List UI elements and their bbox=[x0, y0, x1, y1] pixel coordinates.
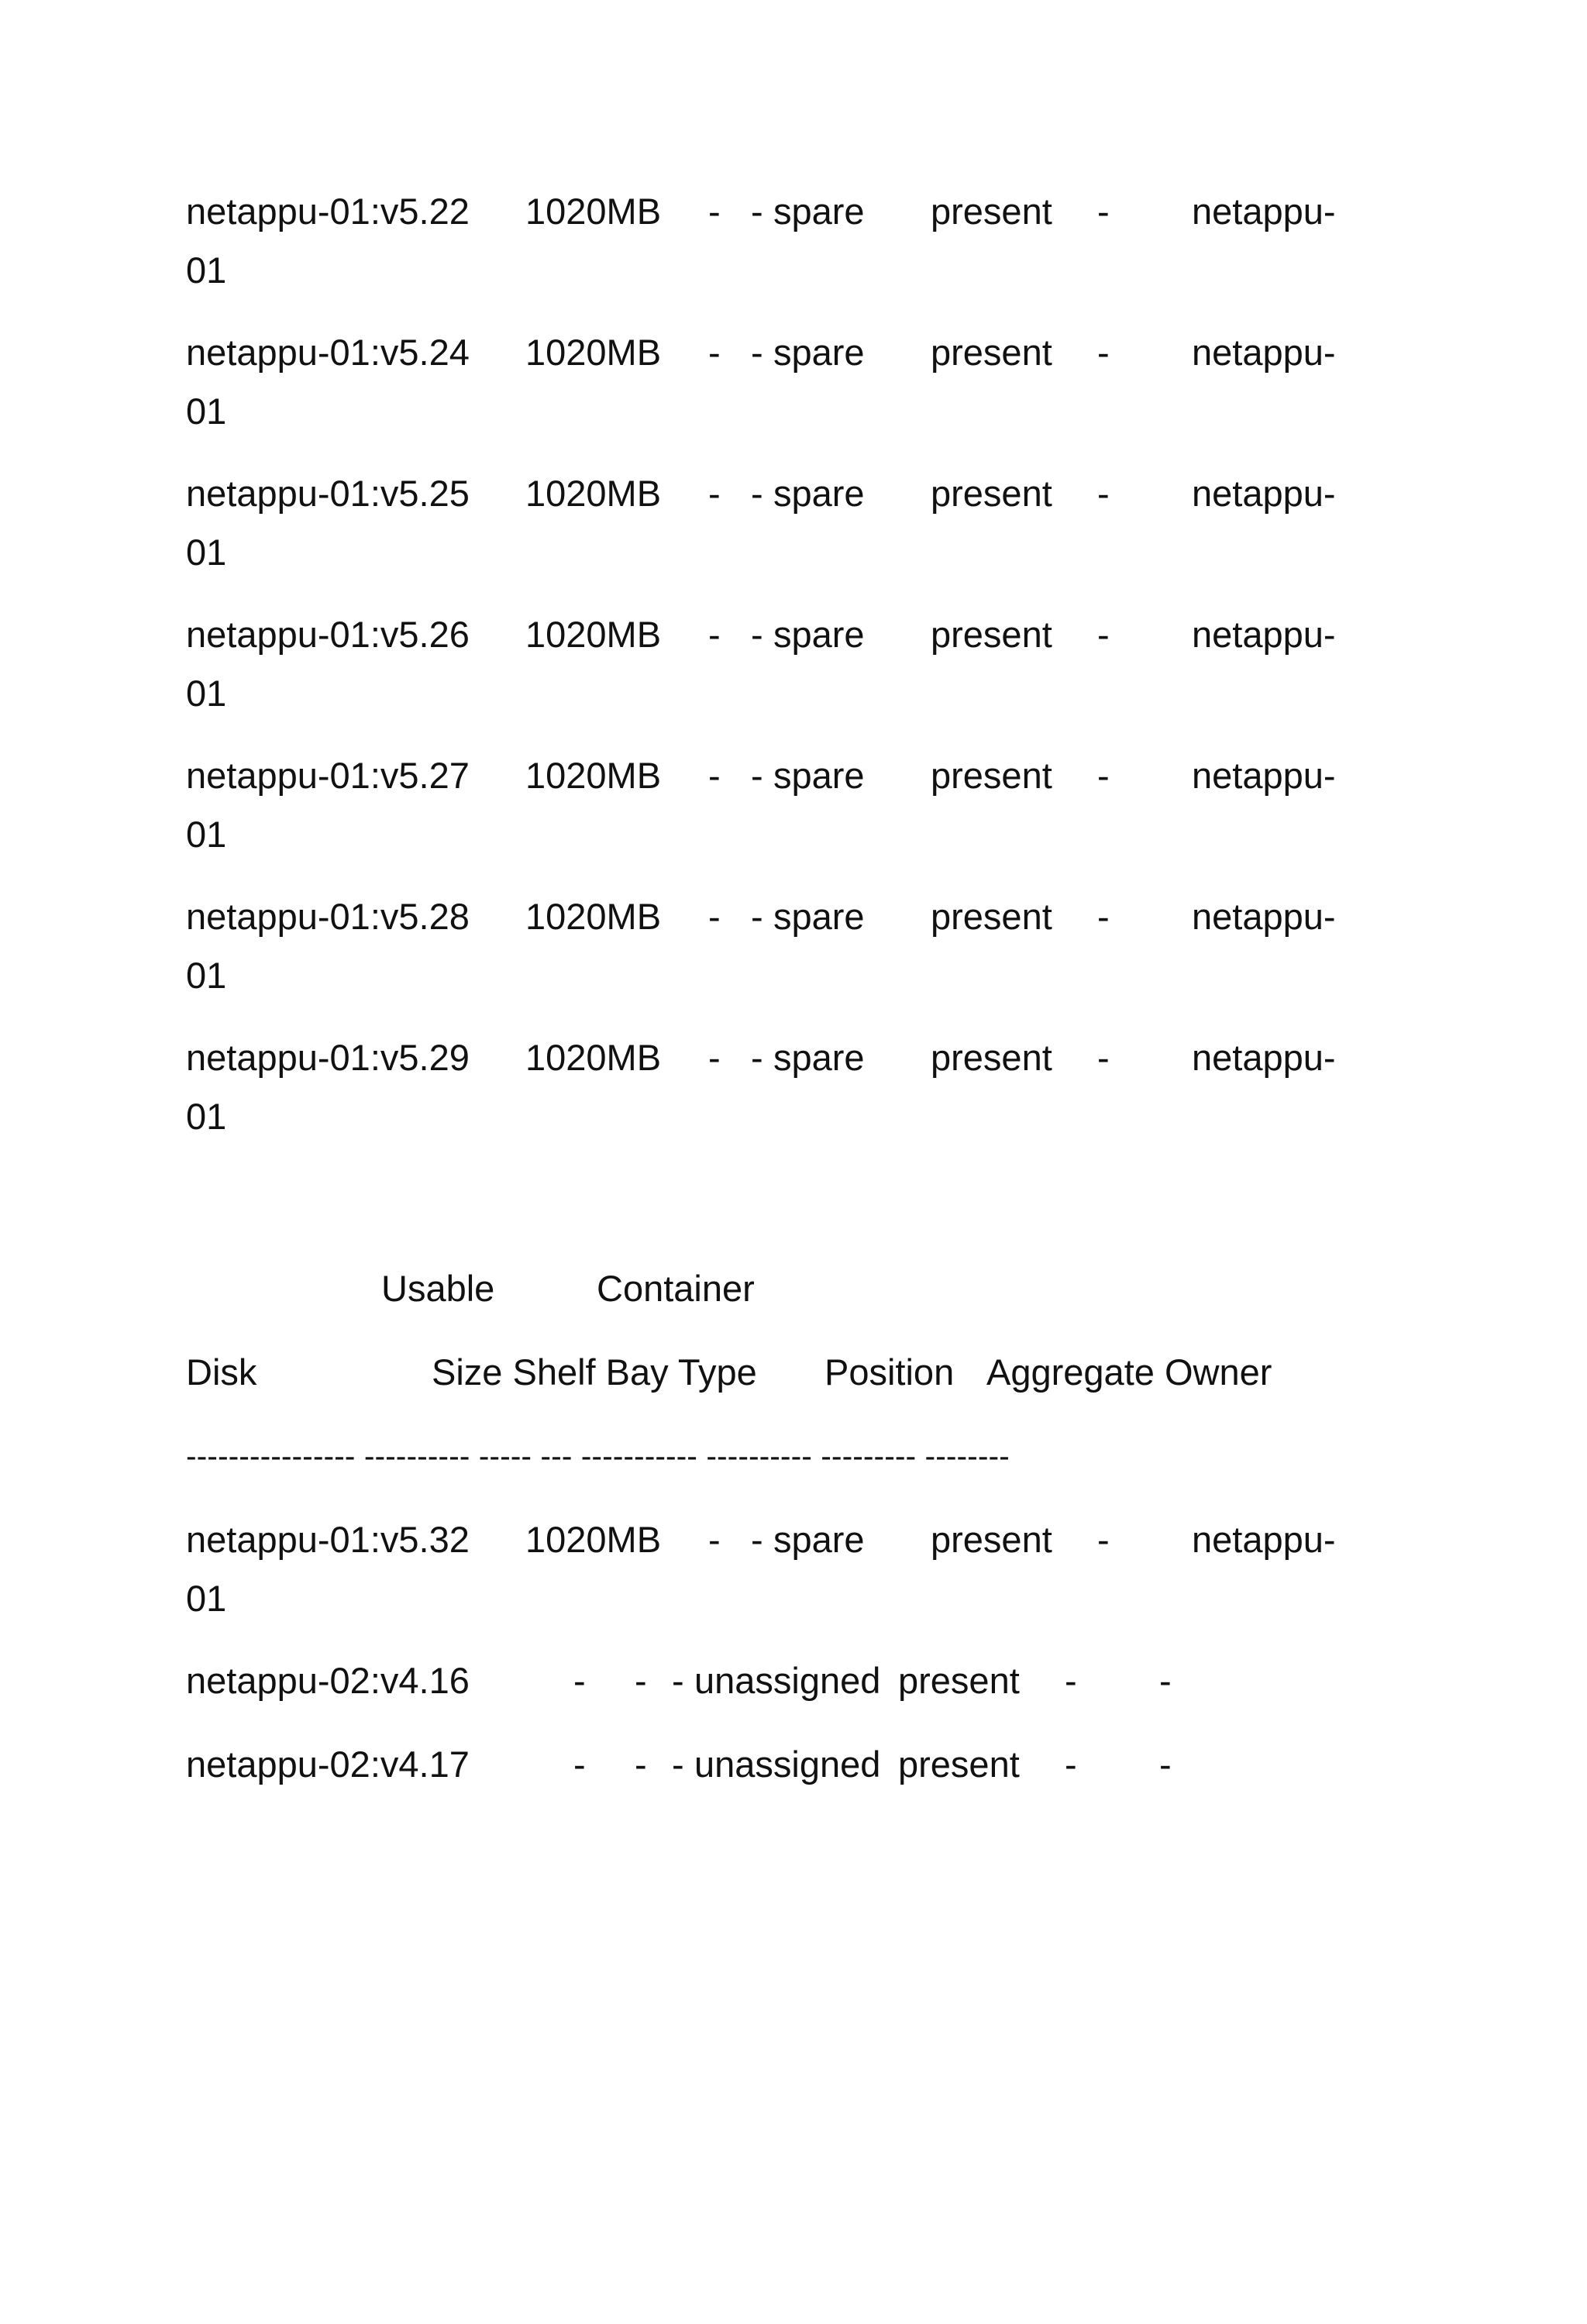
disk-owner: netappu- bbox=[1192, 755, 1336, 796]
disk-shelf: - bbox=[635, 1660, 647, 1701]
disk-name: netappu-02:v4.17 bbox=[186, 1744, 470, 1785]
disk-aggregate: - bbox=[1097, 1519, 1110, 1560]
disk-owner-continued: 01 bbox=[186, 1096, 227, 1137]
disk-aggregate: - bbox=[1065, 1660, 1077, 1701]
disk-size: 1020MB bbox=[525, 1519, 662, 1560]
disk-bay: - bbox=[751, 896, 763, 937]
disk-size: 1020MB bbox=[525, 191, 662, 232]
disk-owner-continued: 01 bbox=[186, 391, 227, 432]
table-header bbox=[186, 1343, 1410, 1402]
disk-owner: netappu- bbox=[1192, 332, 1336, 373]
disk-row bbox=[186, 1028, 1410, 1087]
disk-position: present bbox=[931, 614, 1052, 655]
disk-row bbox=[186, 182, 1410, 241]
disk-type: spare bbox=[773, 614, 865, 655]
disk-name: netappu-01:v5.25 bbox=[186, 473, 470, 514]
disk-type: spare bbox=[773, 332, 865, 373]
disk-aggregate: - bbox=[1097, 332, 1110, 373]
disk-aggregate: - bbox=[1065, 1744, 1077, 1785]
disk-row bbox=[186, 887, 1410, 946]
disk-bay: - bbox=[751, 191, 763, 232]
disk-owner-continued: 01 bbox=[186, 814, 227, 855]
disk-owner-continued: 01 bbox=[186, 532, 227, 573]
disk-bay: - bbox=[751, 473, 763, 514]
header-position: Position bbox=[824, 1351, 955, 1393]
disk-aggregate: - bbox=[1097, 896, 1110, 937]
disk-aggregate: - bbox=[1097, 755, 1110, 796]
disk-shelf: - bbox=[708, 755, 721, 796]
header-usable: Usable bbox=[381, 1268, 495, 1309]
disk-name: netappu-01:v5.27 bbox=[186, 755, 470, 796]
disk-owner: netappu- bbox=[1192, 191, 1336, 232]
disk-shelf: - bbox=[708, 614, 721, 655]
disk-position: present bbox=[931, 332, 1052, 373]
disk-aggregate: - bbox=[1097, 1037, 1110, 1078]
disk-bay: - bbox=[751, 1037, 763, 1078]
disk-shelf: - bbox=[635, 1744, 647, 1785]
disk-aggregate: - bbox=[1097, 614, 1110, 655]
disk-position: present bbox=[931, 1519, 1052, 1560]
disk-row bbox=[186, 1651, 1410, 1710]
disk-aggregate: - bbox=[1097, 191, 1110, 232]
header-container: Container bbox=[597, 1268, 755, 1309]
disk-type: unassigned bbox=[694, 1660, 881, 1701]
disk-aggregate: - bbox=[1097, 473, 1110, 514]
disk-owner-continued: 01 bbox=[186, 673, 227, 714]
disk-name: netappu-02:v4.16 bbox=[186, 1660, 470, 1701]
disk-shelf: - bbox=[708, 1037, 721, 1078]
disk-position: present bbox=[898, 1744, 1020, 1785]
disk-owner: netappu- bbox=[1192, 896, 1336, 937]
disk-type: spare bbox=[773, 755, 865, 796]
disk-type: spare bbox=[773, 191, 865, 232]
disk-shelf: - bbox=[708, 191, 721, 232]
disk-size: - bbox=[573, 1744, 586, 1785]
disk-name: netappu-01:v5.22 bbox=[186, 191, 470, 232]
disk-owner: netappu- bbox=[1192, 473, 1336, 514]
disk-row bbox=[186, 1510, 1410, 1569]
disk-row bbox=[186, 464, 1410, 523]
disk-owner-continued: 01 bbox=[186, 955, 227, 996]
disk-size: 1020MB bbox=[525, 896, 662, 937]
disk-name: netappu-01:v5.26 bbox=[186, 614, 470, 655]
table-header-top bbox=[186, 1259, 1410, 1318]
disk-position: present bbox=[931, 1037, 1052, 1078]
header-size-shelf-bay-type: Size Shelf Bay Type bbox=[432, 1351, 757, 1393]
disk-owner: netappu- bbox=[1192, 1037, 1336, 1078]
disk-position: present bbox=[931, 896, 1052, 937]
disk-name: netappu-01:v5.24 bbox=[186, 332, 470, 373]
disk-position: present bbox=[898, 1660, 1020, 1701]
disk-bay: - bbox=[751, 332, 763, 373]
disk-bay: - bbox=[751, 1519, 763, 1560]
disk-name: netappu-01:v5.29 bbox=[186, 1037, 470, 1078]
disk-row bbox=[186, 1735, 1410, 1794]
disk-size: 1020MB bbox=[525, 614, 662, 655]
header-aggregate-owner: Aggregate Owner bbox=[986, 1351, 1272, 1393]
disk-shelf: - bbox=[708, 1519, 721, 1560]
disk-type: spare bbox=[773, 473, 865, 514]
disk-name: netappu-01:v5.32 bbox=[186, 1519, 470, 1560]
disk-size: - bbox=[573, 1660, 586, 1701]
disk-size: 1020MB bbox=[525, 473, 662, 514]
disk-owner: - bbox=[1159, 1744, 1172, 1785]
disk-owner: netappu- bbox=[1192, 614, 1336, 655]
disk-owner-continued: 01 bbox=[186, 1578, 227, 1619]
disk-owner: - bbox=[1159, 1660, 1172, 1701]
disk-position: present bbox=[931, 473, 1052, 514]
disk-size: 1020MB bbox=[525, 1037, 662, 1078]
disk-shelf: - bbox=[708, 332, 721, 373]
header-separator bbox=[186, 1427, 1410, 1486]
disk-shelf: - bbox=[708, 896, 721, 937]
disk-row bbox=[186, 746, 1410, 805]
disk-position: present bbox=[931, 755, 1052, 796]
disk-position: present bbox=[931, 191, 1052, 232]
disk-bay: - bbox=[672, 1660, 684, 1701]
disk-bay: - bbox=[751, 614, 763, 655]
disk-owner-continued: 01 bbox=[186, 250, 227, 291]
disk-row bbox=[186, 605, 1410, 664]
disk-owner: netappu- bbox=[1192, 1519, 1336, 1560]
disk-type: spare bbox=[773, 1037, 865, 1078]
disk-row bbox=[186, 323, 1410, 382]
disk-type: spare bbox=[773, 1519, 865, 1560]
disk-type: unassigned bbox=[694, 1744, 881, 1785]
disk-bay: - bbox=[751, 755, 763, 796]
header-disk: Disk bbox=[186, 1351, 257, 1393]
disk-size: 1020MB bbox=[525, 332, 662, 373]
disk-shelf: - bbox=[708, 473, 721, 514]
separator-text: ---------------- ---------- ----- --- ----------- ---------- --------- -------- bbox=[186, 1438, 1010, 1474]
disk-name: netappu-01:v5.28 bbox=[186, 896, 470, 937]
disk-bay: - bbox=[672, 1744, 684, 1785]
disk-size: 1020MB bbox=[525, 755, 662, 796]
disk-type: spare bbox=[773, 896, 865, 937]
